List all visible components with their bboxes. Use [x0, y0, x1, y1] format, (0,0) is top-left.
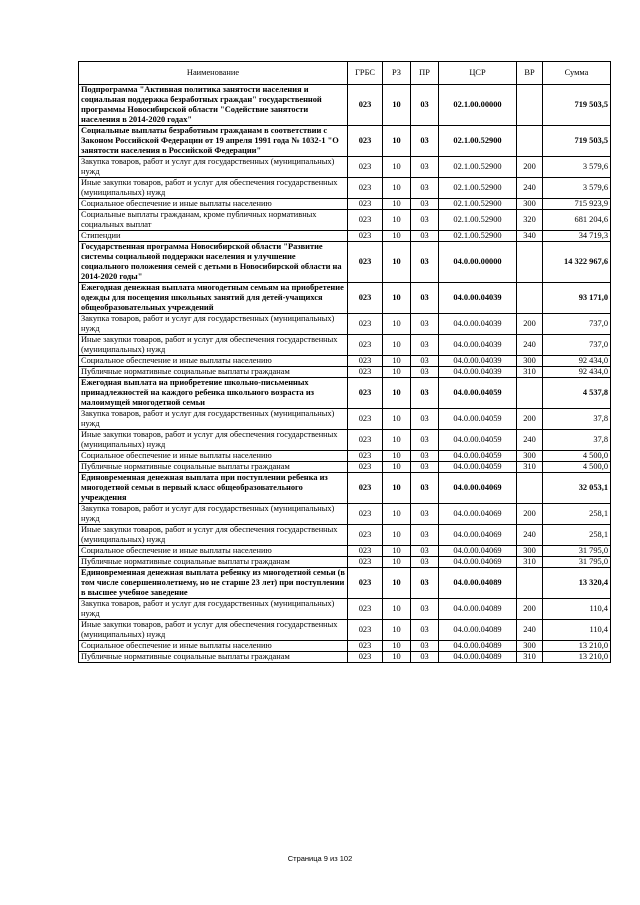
- cell-sum: 110,4: [543, 620, 611, 641]
- table-row: [79, 652, 611, 663]
- cell-vr: 300: [517, 451, 543, 462]
- cell-sum: 13 210,0: [543, 652, 611, 663]
- cell-name: Социальное обеспечение и иные выплаты населению: [79, 356, 348, 367]
- cell-sum: 719 503,5: [543, 85, 611, 126]
- cell-sum: 737,0: [543, 335, 611, 356]
- cell-pr: 03: [411, 335, 439, 356]
- cell-name: Социальные выплаты безработным гражданам в соответствии с Законом Российской Федерации от 19 апреля 1991 года № 1032-1 "О занятости населения в Российской Федерации": [79, 126, 348, 157]
- table-row: [79, 126, 611, 157]
- cell-csr: 04.0.00.04069: [439, 546, 517, 557]
- cell-name: Закупка товаров, работ и услуг для государственных (муниципальных) нужд: [79, 314, 348, 335]
- cell-grbs: 023: [348, 557, 383, 568]
- cell-name: Социальное обеспечение и иные выплаты населению: [79, 641, 348, 652]
- table-row: [79, 451, 611, 462]
- cell-name: Социальное обеспечение и иные выплаты населению: [79, 451, 348, 462]
- table-header-row: [79, 62, 611, 85]
- cell-rz: 10: [383, 641, 411, 652]
- cell-sum: 3 579,6: [543, 178, 611, 199]
- table-row: [79, 210, 611, 231]
- cell-rz: 10: [383, 652, 411, 663]
- cell-vr: 310: [517, 462, 543, 473]
- table-row: [79, 557, 611, 568]
- cell-rz: 10: [383, 231, 411, 242]
- cell-rz: 10: [383, 599, 411, 620]
- cell-vr: 300: [517, 356, 543, 367]
- cell-sum: 681 204,6: [543, 210, 611, 231]
- cell-csr: 04.0.00.04059: [439, 378, 517, 409]
- cell-name: Публичные нормативные социальные выплаты гражданам: [79, 367, 348, 378]
- cell-csr: 04.0.00.04039: [439, 356, 517, 367]
- cell-csr: 04.0.00.04069: [439, 504, 517, 525]
- cell-csr: 04.0.00.04059: [439, 430, 517, 451]
- table-row: [79, 599, 611, 620]
- cell-vr: 240: [517, 430, 543, 451]
- cell-vr: 240: [517, 620, 543, 641]
- cell-vr: 320: [517, 210, 543, 231]
- cell-csr: 04.0.00.04089: [439, 620, 517, 641]
- cell-csr: 02.1.00.00000: [439, 85, 517, 126]
- cell-pr: 03: [411, 504, 439, 525]
- cell-vr: 200: [517, 599, 543, 620]
- cell-rz: 10: [383, 557, 411, 568]
- cell-grbs: 023: [348, 525, 383, 546]
- cell-rz: 10: [383, 199, 411, 210]
- cell-csr: 02.1.00.52900: [439, 178, 517, 199]
- table-row: [79, 283, 611, 314]
- cell-grbs: 023: [348, 367, 383, 378]
- cell-rz: 10: [383, 314, 411, 335]
- header-csr: ЦСР: [439, 62, 517, 85]
- cell-name: Публичные нормативные социальные выплаты гражданам: [79, 652, 348, 663]
- cell-pr: 03: [411, 568, 439, 599]
- table-row: [79, 620, 611, 641]
- cell-vr: [517, 473, 543, 504]
- cell-csr: 04.0.00.04059: [439, 409, 517, 430]
- cell-pr: 03: [411, 430, 439, 451]
- table-row: [79, 462, 611, 473]
- cell-sum: 93 171,0: [543, 283, 611, 314]
- cell-sum: 37,8: [543, 409, 611, 430]
- cell-grbs: 023: [348, 451, 383, 462]
- cell-rz: 10: [383, 157, 411, 178]
- cell-vr: 200: [517, 409, 543, 430]
- header-name: Наименование: [79, 62, 348, 85]
- table-row: [79, 314, 611, 335]
- cell-grbs: 023: [348, 462, 383, 473]
- cell-vr: 240: [517, 335, 543, 356]
- cell-rz: 10: [383, 473, 411, 504]
- cell-sum: 4 500,0: [543, 462, 611, 473]
- cell-sum: 92 434,0: [543, 356, 611, 367]
- cell-rz: 10: [383, 283, 411, 314]
- cell-pr: 03: [411, 242, 439, 283]
- cell-vr: 300: [517, 641, 543, 652]
- cell-pr: 03: [411, 641, 439, 652]
- cell-pr: 03: [411, 462, 439, 473]
- table-row: [79, 85, 611, 126]
- cell-csr: 04.0.00.04039: [439, 335, 517, 356]
- cell-name: Публичные нормативные социальные выплаты гражданам: [79, 462, 348, 473]
- cell-grbs: 023: [348, 504, 383, 525]
- cell-pr: 03: [411, 157, 439, 178]
- cell-grbs: 023: [348, 356, 383, 367]
- cell-vr: [517, 126, 543, 157]
- cell-pr: 03: [411, 126, 439, 157]
- table-row: [79, 568, 611, 599]
- header-vr: ВР: [517, 62, 543, 85]
- cell-pr: 03: [411, 367, 439, 378]
- cell-rz: 10: [383, 451, 411, 462]
- table-row: [79, 157, 611, 178]
- cell-sum: 719 503,5: [543, 126, 611, 157]
- cell-name: Закупка товаров, работ и услуг для государственных (муниципальных) нужд: [79, 157, 348, 178]
- cell-csr: 02.1.00.52900: [439, 126, 517, 157]
- cell-csr: 04.0.00.04069: [439, 525, 517, 546]
- cell-grbs: 023: [348, 126, 383, 157]
- table-row: [79, 378, 611, 409]
- cell-csr: 04.0.00.04089: [439, 652, 517, 663]
- cell-vr: 240: [517, 525, 543, 546]
- cell-grbs: 023: [348, 210, 383, 231]
- cell-name: Закупка товаров, работ и услуг для государственных (муниципальных) нужд: [79, 504, 348, 525]
- cell-grbs: 023: [348, 231, 383, 242]
- cell-vr: 240: [517, 178, 543, 199]
- table-row: [79, 409, 611, 430]
- cell-vr: 300: [517, 546, 543, 557]
- header-sum: Сумма: [543, 62, 611, 85]
- cell-csr: 02.1.00.52900: [439, 231, 517, 242]
- cell-csr: 02.1.00.52900: [439, 210, 517, 231]
- cell-sum: 3 579,6: [543, 157, 611, 178]
- table-row: [79, 430, 611, 451]
- cell-sum: 258,1: [543, 525, 611, 546]
- cell-csr: 04.0.00.04069: [439, 473, 517, 504]
- table-row: [79, 504, 611, 525]
- cell-grbs: 023: [348, 378, 383, 409]
- cell-pr: 03: [411, 231, 439, 242]
- cell-sum: 14 322 967,6: [543, 242, 611, 283]
- cell-sum: 92 434,0: [543, 367, 611, 378]
- cell-rz: 10: [383, 210, 411, 231]
- cell-name: Единовременная денежная выплата при поступлении ребенка из многодетной семьи в первый класс общеобразовательного учреждения: [79, 473, 348, 504]
- cell-vr: 200: [517, 157, 543, 178]
- cell-pr: 03: [411, 210, 439, 231]
- cell-rz: 10: [383, 356, 411, 367]
- cell-rz: 10: [383, 546, 411, 557]
- cell-vr: 200: [517, 314, 543, 335]
- cell-grbs: 023: [348, 620, 383, 641]
- cell-rz: 10: [383, 462, 411, 473]
- cell-name: Ежегодная денежная выплата многодетным семьям на приобретение одежды для посещения школьных занятий для детей-учащихся общеобразовательных учреждений: [79, 283, 348, 314]
- cell-grbs: 023: [348, 473, 383, 504]
- cell-name: Публичные нормативные социальные выплаты гражданам: [79, 557, 348, 568]
- cell-vr: 310: [517, 652, 543, 663]
- cell-csr: 04.0.00.04039: [439, 314, 517, 335]
- cell-name: Подпрограмма "Активная политика занятости населения и социальная поддержка безработных граждан" государственной программы Новосибирской области "Содействие занятости населения в 2014-2020 годах": [79, 85, 348, 126]
- cell-rz: 10: [383, 409, 411, 430]
- cell-vr: 200: [517, 504, 543, 525]
- cell-csr: 02.1.00.52900: [439, 199, 517, 210]
- header-rz: РЗ: [383, 62, 411, 85]
- cell-pr: 03: [411, 314, 439, 335]
- cell-name: Иные закупки товаров, работ и услуг для обеспечения государственных (муниципальных) нужд: [79, 335, 348, 356]
- cell-grbs: 023: [348, 409, 383, 430]
- cell-rz: 10: [383, 335, 411, 356]
- cell-csr: 04.0.00.04089: [439, 568, 517, 599]
- table-row: [79, 356, 611, 367]
- cell-vr: [517, 568, 543, 599]
- cell-pr: 03: [411, 473, 439, 504]
- cell-sum: 715 923,9: [543, 199, 611, 210]
- cell-grbs: 023: [348, 599, 383, 620]
- cell-vr: [517, 283, 543, 314]
- cell-rz: 10: [383, 85, 411, 126]
- header-grbs: ГРБС: [348, 62, 383, 85]
- cell-sum: 258,1: [543, 504, 611, 525]
- cell-sum: 31 795,0: [543, 557, 611, 568]
- cell-pr: 03: [411, 599, 439, 620]
- cell-grbs: 023: [348, 157, 383, 178]
- cell-grbs: 023: [348, 283, 383, 314]
- cell-grbs: 023: [348, 641, 383, 652]
- cell-pr: 03: [411, 199, 439, 210]
- cell-csr: 04.0.00.04089: [439, 599, 517, 620]
- cell-grbs: 023: [348, 335, 383, 356]
- cell-name: Социальные выплаты гражданам, кроме публичных нормативных социальных выплат: [79, 210, 348, 231]
- cell-sum: 13 210,0: [543, 641, 611, 652]
- cell-vr: 300: [517, 199, 543, 210]
- table-row: [79, 641, 611, 652]
- table-row: [79, 199, 611, 210]
- cell-csr: 04.0.00.04089: [439, 641, 517, 652]
- table-row: [79, 525, 611, 546]
- cell-vr: 310: [517, 367, 543, 378]
- cell-rz: 10: [383, 178, 411, 199]
- cell-sum: 110,4: [543, 599, 611, 620]
- table-row: [79, 546, 611, 557]
- cell-name: Социальное обеспечение и иные выплаты населению: [79, 546, 348, 557]
- cell-csr: 04.0.00.04059: [439, 462, 517, 473]
- cell-grbs: 023: [348, 568, 383, 599]
- cell-pr: 03: [411, 557, 439, 568]
- cell-vr: [517, 85, 543, 126]
- cell-grbs: 023: [348, 546, 383, 557]
- cell-name: Иные закупки товаров, работ и услуг для обеспечения государственных (муниципальных) нужд: [79, 178, 348, 199]
- cell-pr: 03: [411, 546, 439, 557]
- cell-rz: 10: [383, 367, 411, 378]
- cell-grbs: 023: [348, 199, 383, 210]
- cell-vr: 310: [517, 557, 543, 568]
- cell-sum: 13 320,4: [543, 568, 611, 599]
- cell-grbs: 023: [348, 430, 383, 451]
- cell-rz: 10: [383, 620, 411, 641]
- cell-name: Иные закупки товаров, работ и услуг для обеспечения государственных (муниципальных) нужд: [79, 525, 348, 546]
- table-row: [79, 231, 611, 242]
- cell-name: Иные закупки товаров, работ и услуг для обеспечения государственных (муниципальных) нужд: [79, 620, 348, 641]
- cell-name: Иные закупки товаров, работ и услуг для обеспечения государственных (муниципальных) нужд: [79, 430, 348, 451]
- cell-grbs: 023: [348, 178, 383, 199]
- cell-grbs: 023: [348, 242, 383, 283]
- cell-pr: 03: [411, 451, 439, 462]
- cell-name: Ежегодная выплата на приобретение школьно-письменных принадлежностей на каждого ребенка школьного возраста из малоимущей многодетной семьи: [79, 378, 348, 409]
- cell-name: Государственная программа Новосибирской области "Развитие системы социальной поддержки населения и улучшение социального положения семей с детьми в Новосибирской области на 2014-2020 годы": [79, 242, 348, 283]
- cell-rz: 10: [383, 126, 411, 157]
- cell-sum: 4 537,8: [543, 378, 611, 409]
- cell-grbs: 023: [348, 652, 383, 663]
- cell-sum: 32 053,1: [543, 473, 611, 504]
- cell-pr: 03: [411, 620, 439, 641]
- cell-sum: 34 719,3: [543, 231, 611, 242]
- cell-vr: 340: [517, 231, 543, 242]
- cell-pr: 03: [411, 283, 439, 314]
- cell-pr: 03: [411, 652, 439, 663]
- cell-rz: 10: [383, 504, 411, 525]
- cell-pr: 03: [411, 378, 439, 409]
- cell-vr: [517, 242, 543, 283]
- cell-pr: 03: [411, 525, 439, 546]
- cell-csr: 04.0.00.04059: [439, 451, 517, 462]
- budget-table: [78, 61, 611, 663]
- cell-rz: 10: [383, 525, 411, 546]
- cell-pr: 03: [411, 178, 439, 199]
- cell-sum: 37,8: [543, 430, 611, 451]
- cell-pr: 03: [411, 85, 439, 126]
- page-number: Страница 9 из 102: [287, 854, 353, 863]
- table-row: [79, 473, 611, 504]
- cell-csr: 02.1.00.52900: [439, 157, 517, 178]
- cell-name: Социальное обеспечение и иные выплаты населению: [79, 199, 348, 210]
- cell-csr: 04.0.00.00000: [439, 242, 517, 283]
- cell-sum: 31 795,0: [543, 546, 611, 557]
- cell-name: Закупка товаров, работ и услуг для государственных (муниципальных) нужд: [79, 409, 348, 430]
- cell-csr: 04.0.00.04039: [439, 367, 517, 378]
- cell-sum: 4 500,0: [543, 451, 611, 462]
- cell-pr: 03: [411, 409, 439, 430]
- cell-csr: 04.0.00.04069: [439, 557, 517, 568]
- table-row: [79, 367, 611, 378]
- cell-name: Закупка товаров, работ и услуг для государственных (муниципальных) нужд: [79, 599, 348, 620]
- cell-rz: 10: [383, 242, 411, 283]
- cell-rz: 10: [383, 378, 411, 409]
- cell-rz: 10: [383, 568, 411, 599]
- cell-name: Единовременная денежная выплата ребенку из многодетной семьи (в том числе совершеннолетнему, но не старше 23 лет) при поступлении в высшее учебное заведение: [79, 568, 348, 599]
- cell-sum: 737,0: [543, 314, 611, 335]
- cell-rz: 10: [383, 430, 411, 451]
- header-pr: ПР: [411, 62, 439, 85]
- cell-grbs: 023: [348, 85, 383, 126]
- cell-csr: 04.0.00.04039: [439, 283, 517, 314]
- table-row: [79, 242, 611, 283]
- cell-vr: [517, 378, 543, 409]
- table-row: [79, 178, 611, 199]
- cell-pr: 03: [411, 356, 439, 367]
- cell-grbs: 023: [348, 314, 383, 335]
- cell-name: Стипендии: [79, 231, 348, 242]
- table-row: [79, 335, 611, 356]
